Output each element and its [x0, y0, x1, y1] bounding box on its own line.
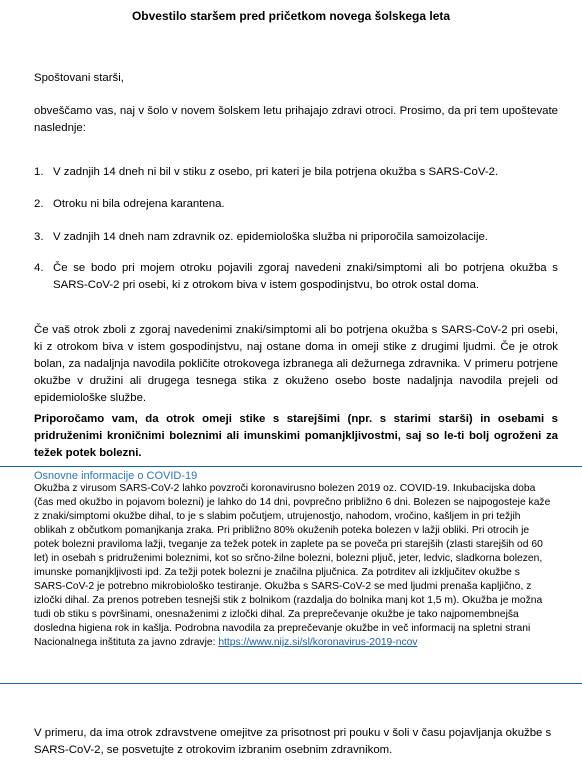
list-text: V zadnjih 14 dneh nam zdravnik oz. epidemiološka služba ni priporočila samoizolacije.: [53, 231, 488, 243]
list-number: 4.: [34, 262, 44, 274]
intro-paragraph: obveščamo vas, naj v šolo v novem šolskem letu prihajajo zdravi otroci. Prosimo, da pri tem upoštevate naslednje:: [34, 105, 558, 134]
greeting: Spoštovani starši,: [34, 72, 124, 84]
info-box-bottom-border: [0, 683, 582, 684]
illness-paragraph: Če vaš otrok zboli z zgoraj navedenimi znaki/simptomi ali bo potrjena okužba s SARS-CoV-2 pri osebi, ki z otrokom biva v istem gospodinjstvu, naj ostane doma in omeji stike z drugimi ljudmi. Če je otrok bolan, za nadaljnja navodila pokličite otrokovega izbranega ali dežurnega zdravnika. V primeru potrjene okužbe v družini ali drugega tesnega stika z okuženo osebo boste nadaljnja navodila prejeli od epidemiološke službe.: [34, 324, 558, 404]
nijz-link[interactable]: https://www.nijz.si/sl/koronavirus-2019-ncov: [218, 637, 418, 648]
closing-paragraph: V primeru, da ima otrok zdravstvene omejitve za prisotnost pri pouku v šoli v času pojavljanja okužbe s SARS-CoV-2, se posvetujte z otrokovim izbranim osebnim zdravnikom.: [34, 727, 552, 756]
list-number: 1.: [34, 166, 44, 178]
list-text: Otroku ni bila odrejena karantena.: [53, 198, 225, 210]
info-box-text: Okužba z virusom SARS-CoV-2 lahko povzroči koronavirusno bolezen 2019 oz. COVID-19. Inkubacijska doba (čas med okužbo in pojavom bolezni) je lahko do 14 dni, povprečno približno 6 dni. Bolezen se najpogosteje kaže z znaki/simptomi okužbe dihal, to je s slabim počutjem, utrujenostjo, nahodom, vročino, kašljem in pri težjih oblikah z občutkom pomanjkanja zraka. Pri približno 80% okuženih poteka bolezen v lažji obliki. Pri otrocih je potek bolezni praviloma lažji, tveganje za težek potek in zaplete pa se poveča pri starejših (zlasti starejših od 60 let) in osebah s pridruženimi boleznimi, kot so srčno-žilne bolezni, bolezni pljuč, jeter, ledvic, sladkorna bolezen, imunske pomanjkljivosti ipd. Za težji potek bolezni je značilna pljučnica. Za potrditev ali izključitev okužbe s SARS-CoV-2 je potrebno mikrobiološko testiranje. Okužba s SARS-CoV-2 se med ljudmi prenaša kapljično, z izločki dihal. Za prenos potreben tesnejši stik z bolnikom (razdalja do bolnika manj kot 1,5 m). Okužba je možna tudi ob stiku s površinami, onesnaženimi z izločki dihal. Za preprečevanje okužbe je tako najpomembnejša dosledna higiena rok in kašlja. Podrobna navodila za preprečevanje okužbe in več informacij na spletni strani Nacionalnega inštituta za javno zdravje:: [34, 483, 551, 648]
list-number: 3.: [34, 231, 44, 243]
document-title: Obvestilo staršem pred pričetkom novega šolskega leta: [131, 9, 451, 23]
list-text: Če se bodo pri mojem otroku pojavili zgoraj navedeni znaki/simptomi ali bo potrjena okužba s SARS-CoV-2 pri osebi, ki z otrokom biva v istem gospodinjstvu, bo otrok ostal doma.: [53, 262, 558, 291]
list-text: V zadnjih 14 dneh ni bil v stiku z osebo, pri kateri je bila potrjena okužba s SARS-CoV-2.: [53, 166, 499, 178]
recommendation-paragraph: Priporočamo vam, da otrok omeji stike s starejšimi (npr. s starimi starši) in osebami s pridruženimi kroničnimi boleznimi ali imunskimi pomanjkljivostmi, saj so le-ti bolj ogroženi za težek potek bolezni.: [34, 413, 558, 459]
info-box-title: Osnovne informacije o COVID-19: [34, 470, 198, 482]
info-box-body: [34, 482, 554, 650]
info-box-top-border: [0, 466, 582, 467]
list-number: 2.: [34, 198, 44, 210]
